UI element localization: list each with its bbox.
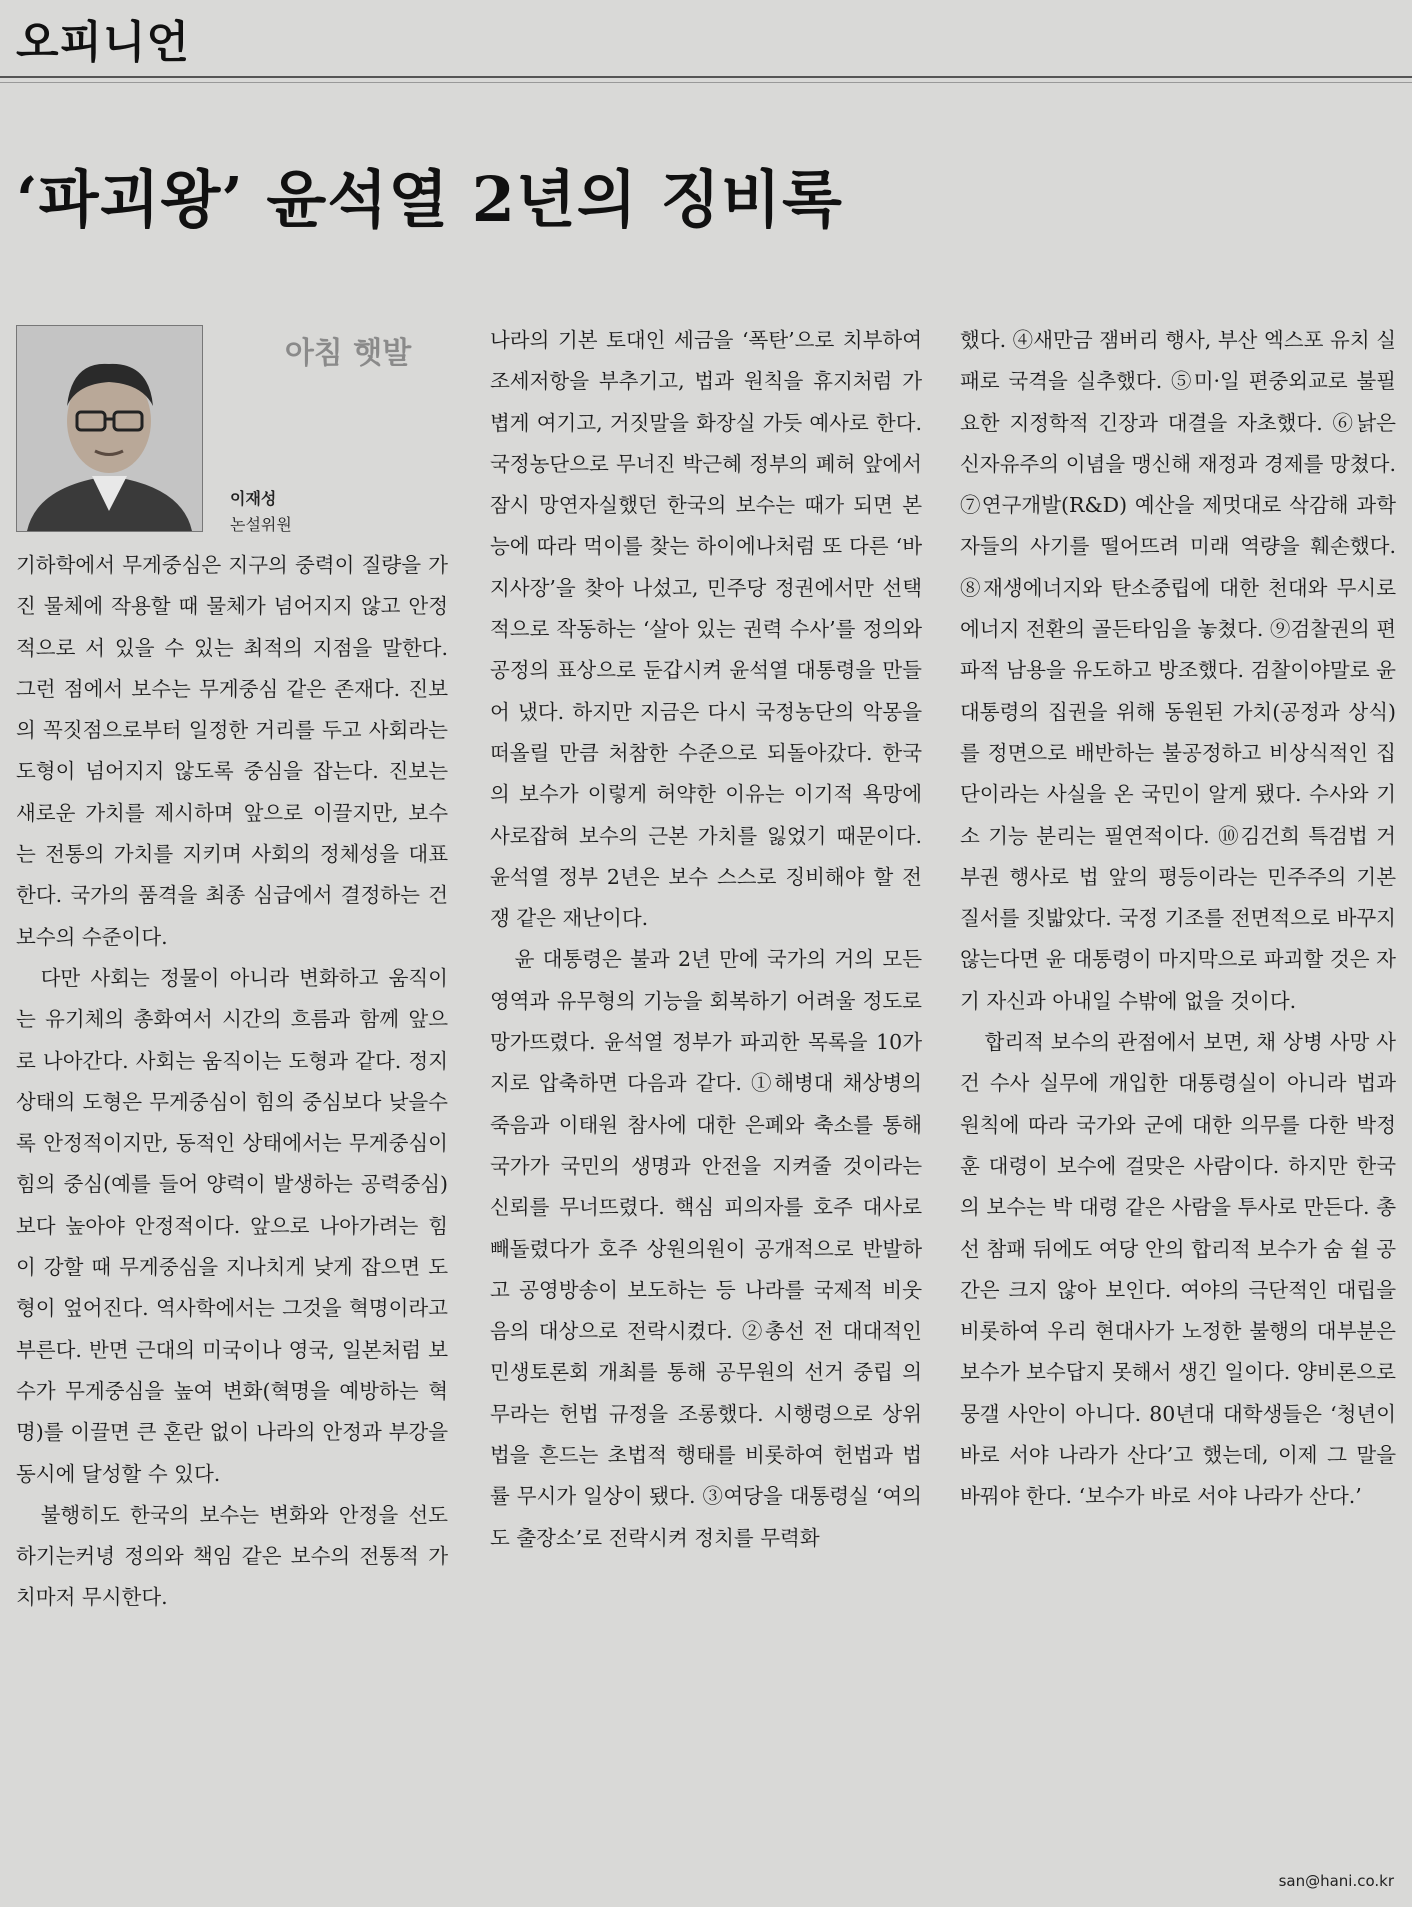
paragraph: 나라의 기본 토대인 세금을 ‘폭탄’으로 치부하여 조세저항을 부추기고, 법과 원칙을 휴지처럼 가볍게 여기고, 거짓말을 화장실 가듯 예사로 한다. 국정농단으로 무너진 박근혜 정부의 폐허 앞에서 잠시 망연자실했던 한국의 보수는 때가 되면 본능에 따라 먹이를 찾는 하이에나처럼 또 다른 ‘바지사장’을 찾아 나섰고, 민주당 정권에서만 선택적으로 작동하는 ‘살아 있는 권력 수사’를 정의와 공정의 표상으로 둔갑시켜 윤석열 대통령을 만들어 냈다. 하지만 지금은 다시 국정농단의 악몽을 떠올릴 만큼 처참한 수준으로 되돌아갔다. 한국의 보수가 이렇게 허약한 이유는 이기적 욕망에 사로잡혀 보수의 근본 가치를 잃었기 때문이다. 윤석열 정부 2년은 보수 스스로 징비해야 할 전쟁 같은 재난이다. xyxy=(490,328,922,931)
paragraph: 다만 사회는 정물이 아니라 변화하고 움직이는 유기체의 총화여서 시간의 흐름과 함께 앞으로 나아간다. 사회는 움직이는 도형과 같다. 정지 상태의 도형은 무게중심이 힘의 중심보다 낮을수록 안정적이지만, 동적인 상태에서는 무게중심이 힘의 중심(예를 들어 양력이 발생하는 공력중심)보다 높아야 안정적이다. 앞으로 나아가려는 힘이 강할 때 무게중심을 지나치게 낮게 잡으면 도형이 엎어진다. 역사학에서는 그것을 혁명이라고 부른다. 반면 근대의 미국이나 영국, 일본처럼 보수가 무게중심을 높여 변화(혁명을 예방하는 혁명)를 이끌면 큰 혼란 없이 나라의 안정과 부강을 동시에 달성할 수 있다. xyxy=(16,965,448,1486)
paragraph: 불행히도 한국의 보수는 변화와 안정을 선도하기는커녕 정의와 책임 같은 보수의 전통적 가치마저 무시한다. xyxy=(16,1502,448,1610)
paragraph: 했다. ④새만금 잼버리 행사, 부산 엑스포 유치 실패로 국격을 실추했다. ⑤미·일 편중외교로 불필요한 지정학적 긴장과 대결을 자초했다. ⑥낡은 신자유주의 이념을 맹신해 재정과 경제를 망쳤다. ⑦연구개발(R&D) 예산을 제멋대로 삭감해 과학자들의 사기를 떨어뜨려 미래 역량을 훼손했다. ⑧재생에너지와 탄소중립에 대한 천대와 무시로 에너지 전환의 골든타임을 놓쳤다. ⑨검찰권의 편파적 남용을 유도하고 방조했다. 검찰이야말로 윤 대통령의 집권을 위해 동원된 가치(공정과 상식)를 정면으로 배반하는 불공정하고 비상식적인 집단이라는 사실을 온 국민이 알게 됐다. 수사와 기소 기능 분리는 필연적이다. ⑩김건희 특검법 거부권 행사로 법 앞의 평등이라는 민주주의 기본 질서를 짓밟았다. 국정 기조를 전면적으로 바꾸지 않는다면 윤 대통령이 마지막으로 파괴할 것은 자기 자신과 아내일 수밖에 없을 것이다. xyxy=(960,328,1396,1013)
author-photo xyxy=(16,325,203,532)
author-name: 이재성 xyxy=(230,489,277,508)
paragraph: 윤 대통령은 불과 2년 만에 국가의 거의 모든 영역과 유무형의 기능을 회복하기 어려울 정도로 망가뜨렸다. 윤석열 정부가 파괴한 목록을 10가지로 압축하면 다음과 같다. ①해병대 채상병의 죽음과 이태원 참사에 대한 은폐와 축소를 통해 국가가 국민의 생명과 안전을 지켜줄 것이라는 신뢰를 무너뜨렸다. 핵심 피의자를 호주 대사로 빼돌렸다가 호주 상원의원이 공개적으로 반발하고 공영방송이 보도하는 등 나라를 국제적 비웃음의 대상으로 전락시켰다. ②총선 전 대대적인 민생토론회 개최를 통해 공무원의 선거 중립 의무라는 헌법 규정을 조롱했다. 시행령으로 상위법을 흔드는 초법적 행태를 비롯하여 헌법과 법률 무시가 일상이 됐다. ③여당을 대통령실 ‘여의도 출장소’로 전락시켜 정치를 무력화 xyxy=(490,947,922,1550)
paragraph: 기하학에서 무게중심은 지구의 중력이 질량을 가진 물체에 작용할 때 물체가 넘어지지 않고 안정적으로 서 있을 수 있는 최적의 지점을 말한다. 그런 점에서 보수는 무게중심 같은 존재다. 진보의 꼭짓점으로부터 일정한 거리를 두고 사회라는 도형이 넘어지지 않도록 중심을 잡는다. 진보는 새로운 가치를 제시하며 앞으로 이끌지만, 보수는 전통의 가치를 지키며 사회의 정체성을 대표한다. 국가의 품격을 최종 심급에서 결정하는 건 보수의 수준이다. xyxy=(16,553,448,949)
paragraph: 합리적 보수의 관점에서 보면, 채 상병 사망 사건 수사 실무에 개입한 대통령실이 아니라 법과 원칙에 따라 국가와 군에 대한 의무를 다한 박정훈 대령이 보수에 걸맞은 사람이다. 하지만 한국의 보수는 박 대령 같은 사람을 투사로 만든다. 총선 참패 뒤에도 여당 안의 합리적 보수가 숨 쉴 공간은 크지 않아 보인다. 여야의 극단적인 대립을 비롯하여 우리 현대사가 노정한 불행의 대부분은 보수가 보수답지 못해서 생긴 일이다. 양비론으로 뭉갤 사안이 아니다. 80년대 대학생들은 ‘청년이 바로 서야 나라가 산다’고 했는데, 이제 그 말을 바꿔야 한다. ‘보수가 바로 서야 나라가 산다.’ xyxy=(960,1030,1396,1509)
author-email: san@hani.co.kr xyxy=(1278,1872,1394,1890)
body-column-2 xyxy=(490,320,922,1559)
body-column-3 xyxy=(960,320,1396,1518)
header-rule-thin xyxy=(0,82,1412,83)
header-rule xyxy=(0,76,1412,78)
body-column-1 xyxy=(16,545,448,1619)
section-title: 오피니언 xyxy=(16,17,191,68)
column-name: 아침 햇발 xyxy=(284,336,412,371)
portrait-image xyxy=(17,326,202,531)
headline: ‘파괴왕’ 윤석열 2년의 징비록 xyxy=(16,163,843,236)
author-title: 논설위원 xyxy=(230,515,292,534)
